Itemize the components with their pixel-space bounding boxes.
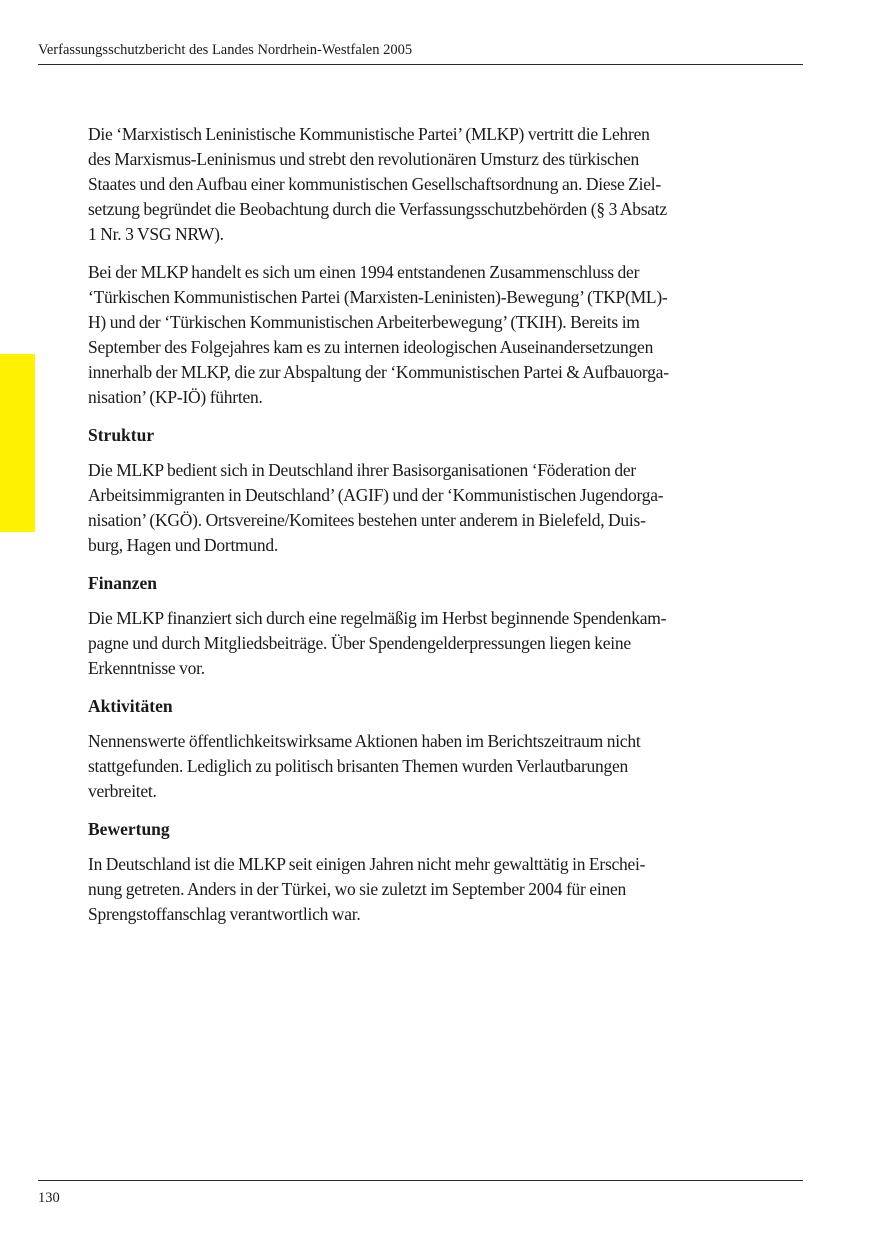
text-line: Staates und den Aufbau einer kommunistischen Gesellschaftsordnung an. Diese Ziel-	[88, 174, 661, 194]
text-line: Die MLKP finanziert sich durch eine regelmäßig im Herbst beginnende Spendenkam-	[88, 608, 667, 628]
text-line: verbreitet.	[88, 781, 157, 801]
text-line: setzung begründet die Beobachtung durch die Verfassungsschutzbehörden (§ 3 Absatz	[88, 199, 667, 219]
page-number: 130	[38, 1190, 60, 1206]
text-line: nung getreten. Anders in der Türkei, wo sie zuletzt im September 2004 für einen	[88, 879, 626, 899]
running-header-title: Verfassungsschutzbericht des Landes Nordrhein-Westfalen 2005	[38, 42, 413, 58]
text-line: Die ‘Marxistisch Leninistische Kommunistische Partei’ (MLKP) vertritt die Lehren	[88, 124, 650, 144]
running-header	[38, 40, 803, 65]
text-line: In Deutschland ist die MLKP seit einigen Jahren nicht mehr gewalttätig in Erschei-	[88, 854, 646, 874]
text-line: Bei der MLKP handelt es sich um einen 1994 entstandenen Zusammenschluss der	[88, 262, 640, 282]
section-paragraph-finanzen	[88, 606, 803, 681]
running-footer	[38, 1180, 803, 1206]
text-line: burg, Hagen und Dortmund.	[88, 535, 279, 555]
text-line: Erkenntnisse vor.	[88, 658, 205, 678]
text-line: stattgefunden. Lediglich zu politisch brisanten Themen wurden Verlautbarungen	[88, 756, 629, 776]
page-body	[88, 122, 803, 940]
text-line: pagne und durch Mitgliedsbeiträge. Über Spendengelderpressungen liegen keine	[88, 633, 631, 653]
section-heading-aktivitaeten: Aktivitäten	[88, 696, 173, 716]
section-paragraph-bewertung	[88, 852, 803, 927]
section-heading-bewertung: Bewertung	[88, 819, 170, 839]
text-line: Die MLKP bedient sich in Deutschland ihrer Basisorganisationen ‘Föderation der	[88, 460, 636, 480]
text-line: H) und der ‘Türkischen Kommunistischen Arbeiterbewegung’ (TKIH). Bereits im	[88, 312, 640, 332]
text-line: nisation’ (KGÖ). Ortsvereine/Komitees bestehen unter anderem in Bielefeld, Duis-	[88, 510, 646, 530]
section-paragraph-struktur	[88, 458, 803, 558]
text-line: Arbeitsimmigranten in Deutschland’ (AGIF) und der ‘Kommunistischen Jugendorga-	[88, 485, 664, 505]
text-line: des Marxismus-Leninismus und strebt den revolutionären Umsturz des türkischen	[88, 149, 640, 169]
section-heading-finanzen: Finanzen	[88, 573, 158, 593]
text-line: innerhalb der MLKP, die zur Abspaltung der ‘Kommunistischen Partei & Aufbauorga-	[88, 362, 669, 382]
text-line: ‘Türkischen Kommunistischen Partei (Marxisten-Leninisten)-Bewegung’ (TKP(ML)-	[88, 287, 668, 307]
text-line: 1 Nr. 3 VSG NRW).	[88, 224, 224, 244]
text-line: nisation’ (KP-IÖ) führten.	[88, 387, 263, 407]
text-line: Nennenswerte öffentlichkeitswirksame Aktionen haben im Berichtszeitraum nicht	[88, 731, 641, 751]
section-paragraph-aktivitaeten	[88, 729, 803, 804]
intro-paragraph-1	[88, 122, 803, 247]
text-line: September des Folgejahres kam es zu internen ideologischen Auseinandersetzungen	[88, 337, 654, 357]
text-line: Sprengstoffanschlag verantwortlich war.	[88, 904, 361, 924]
section-heading-struktur: Struktur	[88, 425, 155, 445]
intro-paragraph-2	[88, 260, 803, 410]
chapter-side-marker	[0, 354, 35, 532]
